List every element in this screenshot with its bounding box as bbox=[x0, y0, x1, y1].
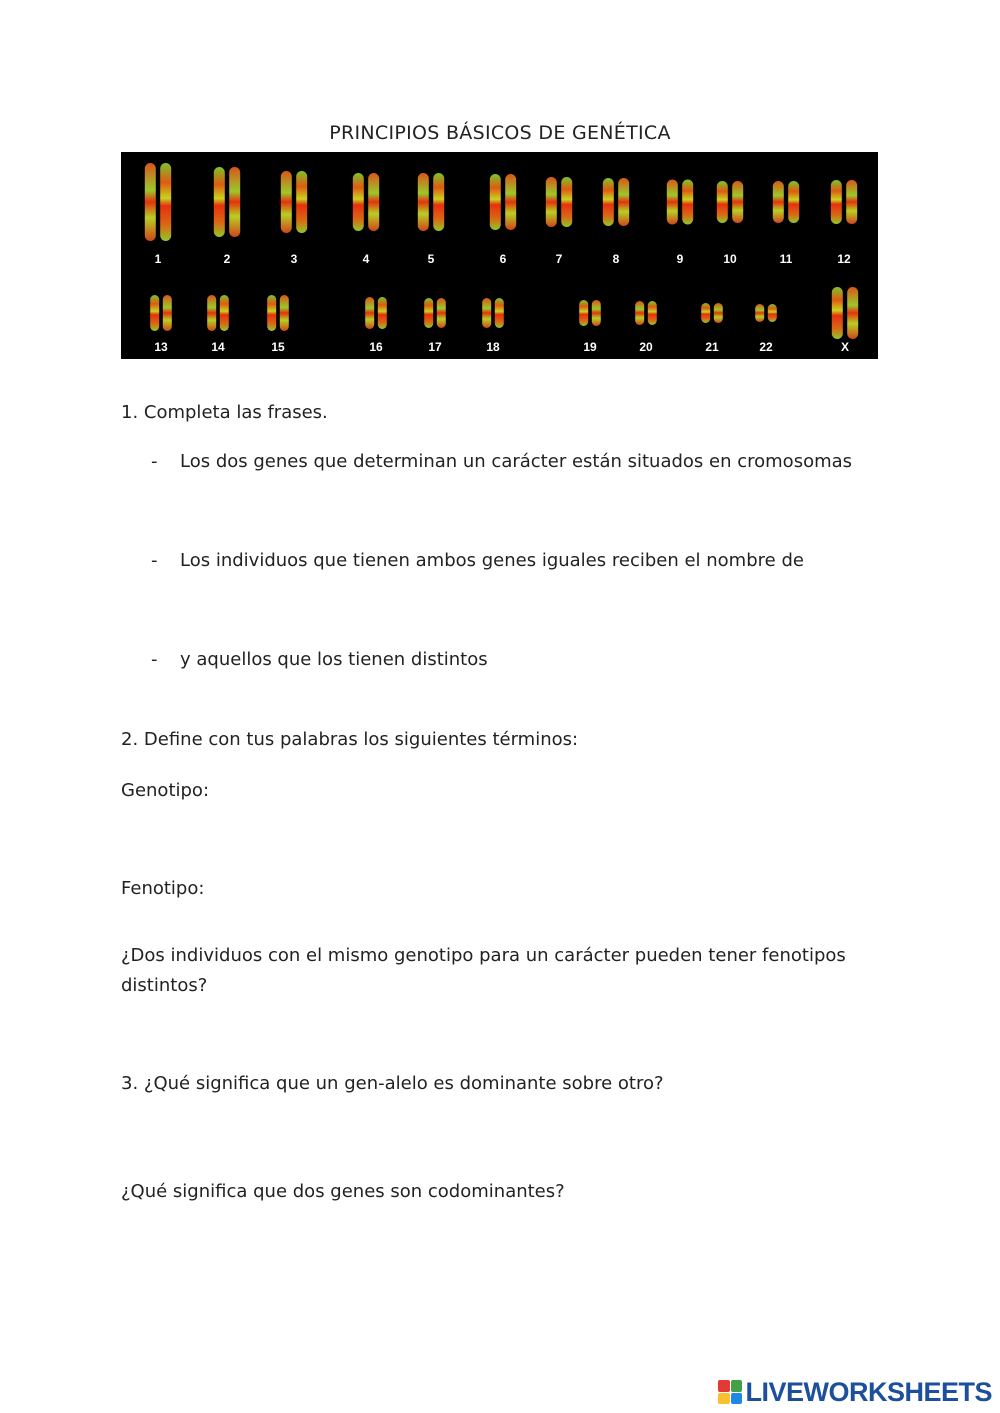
chromosome-pair-14 bbox=[207, 295, 229, 331]
chromosome-pair-22 bbox=[755, 304, 777, 322]
chromosome-label-8: 8 bbox=[612, 252, 620, 266]
chromosome-label-13: 13 bbox=[154, 340, 168, 354]
chromosome-pair-10 bbox=[717, 181, 743, 223]
chromosome-label-14: 14 bbox=[211, 340, 225, 354]
chromosome-label-1: 1 bbox=[154, 252, 162, 266]
q1-item-1-dash: - bbox=[151, 451, 158, 472]
fenotipo-label: Fenotipo: bbox=[121, 878, 205, 899]
chromosome-pair-1 bbox=[145, 163, 171, 241]
chromosome-label-11: 11 bbox=[779, 252, 793, 266]
chromosome-pair-12 bbox=[831, 180, 857, 224]
q2-heading: 2. Define con tus palabras los siguientes términos: bbox=[121, 729, 579, 750]
chromosome-label-18: 18 bbox=[486, 340, 500, 354]
chromosome-pair-21 bbox=[701, 303, 723, 323]
chromosome-pair-3 bbox=[281, 171, 307, 233]
liveworksheets-logo bbox=[718, 1374, 992, 1410]
chromosome-pair-20 bbox=[635, 301, 657, 325]
liveworksheets-logo-icon bbox=[718, 1380, 742, 1404]
chromosome-pair-9 bbox=[667, 180, 693, 225]
chromosome-label-9: 9 bbox=[676, 252, 684, 266]
chromosome-pair-15 bbox=[267, 295, 289, 331]
q1-item-3: y aquellos que los tienen distintos bbox=[180, 649, 488, 670]
chromosome-label-10: 10 bbox=[723, 252, 737, 266]
chromosome-label-4: 4 bbox=[362, 252, 370, 266]
chromosome-pair-2 bbox=[214, 167, 240, 237]
q3-heading: 3. ¿Qué significa que un gen-alelo es dominante sobre otro? bbox=[121, 1073, 664, 1094]
q1-item-3-dash: - bbox=[151, 649, 158, 670]
chromosome-label-2: 2 bbox=[223, 252, 231, 266]
chromosome-pair-6 bbox=[490, 174, 516, 230]
chromosome-label-22: 22 bbox=[759, 340, 773, 354]
chromosome-pair-18 bbox=[482, 298, 504, 328]
chromosome-pair-7 bbox=[546, 177, 572, 227]
q1-item-2: Los individuos que tienen ambos genes iguales reciben el nombre de bbox=[180, 550, 804, 571]
chromosome-pair-17 bbox=[424, 298, 446, 328]
chromosome-label-12: 12 bbox=[837, 252, 851, 266]
liveworksheets-logo-text: LIVEWORKSHEETS bbox=[745, 1376, 992, 1407]
karyotype-figure bbox=[121, 152, 878, 359]
chromosome-pair-11 bbox=[773, 181, 799, 223]
chromosome-label-15: 15 bbox=[271, 340, 285, 354]
chromosome-pair-13 bbox=[150, 295, 172, 331]
chromosome-pair-16 bbox=[365, 297, 387, 329]
chromosome-label-X: X bbox=[840, 340, 850, 354]
chromosome-pair-19 bbox=[579, 300, 601, 326]
page-title: PRINCIPIOS BÁSICOS DE GENÉTICA bbox=[329, 122, 671, 144]
chromosome-pair-5 bbox=[418, 173, 444, 231]
chromosome-label-21: 21 bbox=[705, 340, 719, 354]
chromosome-label-7: 7 bbox=[555, 252, 563, 266]
q1-item-1: Los dos genes que determinan un carácter están situados en cromosomas bbox=[180, 451, 853, 472]
karyotype-image bbox=[121, 152, 878, 359]
chromosome-pair-4 bbox=[353, 173, 379, 231]
chromosome-label-6: 6 bbox=[499, 252, 507, 266]
q1-item-2-dash: - bbox=[151, 550, 158, 571]
chromosome-label-16: 16 bbox=[369, 340, 383, 354]
chromosome-label-20: 20 bbox=[639, 340, 653, 354]
chromosome-label-19: 19 bbox=[583, 340, 597, 354]
chromosome-pair-8 bbox=[603, 178, 629, 226]
chromosome-label-17: 17 bbox=[428, 340, 442, 354]
q1-heading: 1. Completa las frases. bbox=[121, 402, 328, 423]
q3-followup: ¿Qué significa que dos genes son codominantes? bbox=[121, 1181, 565, 1202]
genotipo-label: Genotipo: bbox=[121, 780, 210, 801]
chromosome-label-3: 3 bbox=[290, 252, 298, 266]
q2-question: ¿Dos individuos con el mismo genotipo para un carácter pueden tener fenotipos distintos? bbox=[121, 945, 846, 996]
chromosome-label-5: 5 bbox=[427, 252, 435, 266]
chromosome-pair-X bbox=[832, 287, 858, 339]
